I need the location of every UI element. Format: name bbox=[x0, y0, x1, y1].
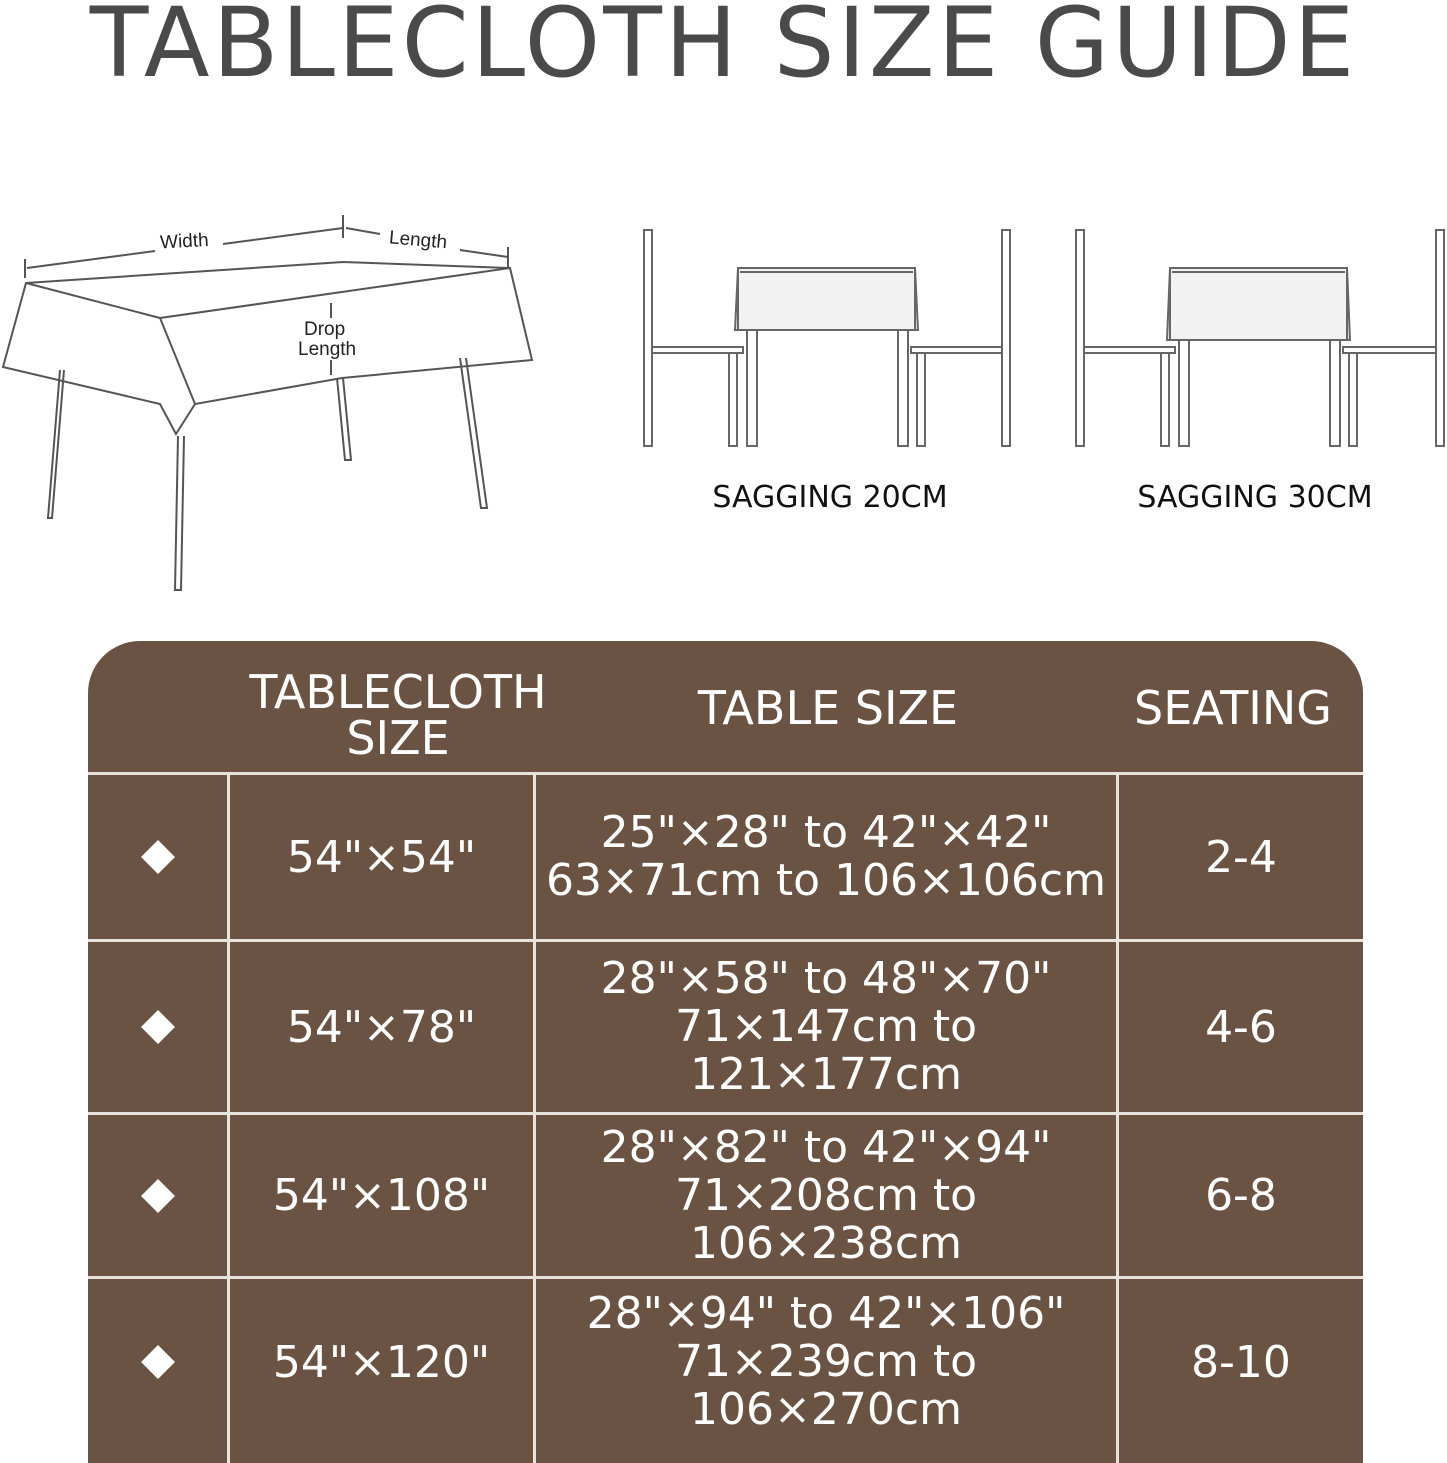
tablecloth-size: 54"×108" bbox=[272, 1170, 491, 1221]
table-size: 28"×82" to 42"×94" 71×208cm to 106×238cm bbox=[600, 1121, 1052, 1269]
table-size: 28"×94" to 42"×106" 71×239cm to 106×270cm bbox=[586, 1288, 1066, 1435]
tablecloth-size: 54"×54" bbox=[286, 831, 477, 883]
diamond-bullet-icon bbox=[141, 1179, 175, 1213]
diamond-bullet-icon bbox=[141, 1345, 175, 1379]
size-table bbox=[88, 641, 1363, 1463]
table-row bbox=[88, 1115, 1363, 1276]
sagging-30cm-diagram bbox=[0, 0, 1447, 470]
drop-length-label: Length bbox=[298, 339, 357, 360]
seating: 6-8 bbox=[1205, 1170, 1277, 1221]
diamond-bullet-icon bbox=[141, 840, 175, 874]
column-divider bbox=[227, 775, 230, 1463]
width-label: Width bbox=[159, 229, 210, 254]
table-size: 28"×58" to 48"×70" 71×147cm to 121×177cm bbox=[600, 953, 1052, 1100]
diamond-bullet-icon bbox=[141, 1010, 175, 1044]
tablecloth-size: 54"×120" bbox=[272, 1336, 491, 1388]
column-divider bbox=[533, 775, 536, 1463]
drop-label: Drop bbox=[304, 319, 346, 340]
table-size: 25"×28" to 42"×42" 63×71cm to 106×106cm bbox=[546, 807, 1106, 906]
table-row bbox=[88, 1279, 1363, 1445]
tablecloth-size: 54"×78" bbox=[286, 1001, 477, 1053]
table-row bbox=[88, 942, 1363, 1112]
page-title: TABLECLOTH SIZE GUIDE bbox=[89, 0, 1358, 99]
sagging-30cm-caption: SAGGING 30CM bbox=[1137, 480, 1373, 515]
header-table-size: TABLE SIZE bbox=[697, 681, 959, 735]
table-row bbox=[88, 775, 1363, 939]
seating: 4-6 bbox=[1205, 1001, 1277, 1053]
sagging-20cm-caption: SAGGING 20CM bbox=[712, 480, 948, 515]
header-tablecloth-size: TABLECLOTH SIZE bbox=[249, 665, 547, 765]
seating: 2-4 bbox=[1205, 831, 1277, 883]
column-divider bbox=[1116, 775, 1119, 1463]
seating: 8-10 bbox=[1191, 1336, 1291, 1388]
header-seating: SEATING bbox=[1134, 681, 1332, 735]
length-label: Length bbox=[388, 227, 448, 254]
